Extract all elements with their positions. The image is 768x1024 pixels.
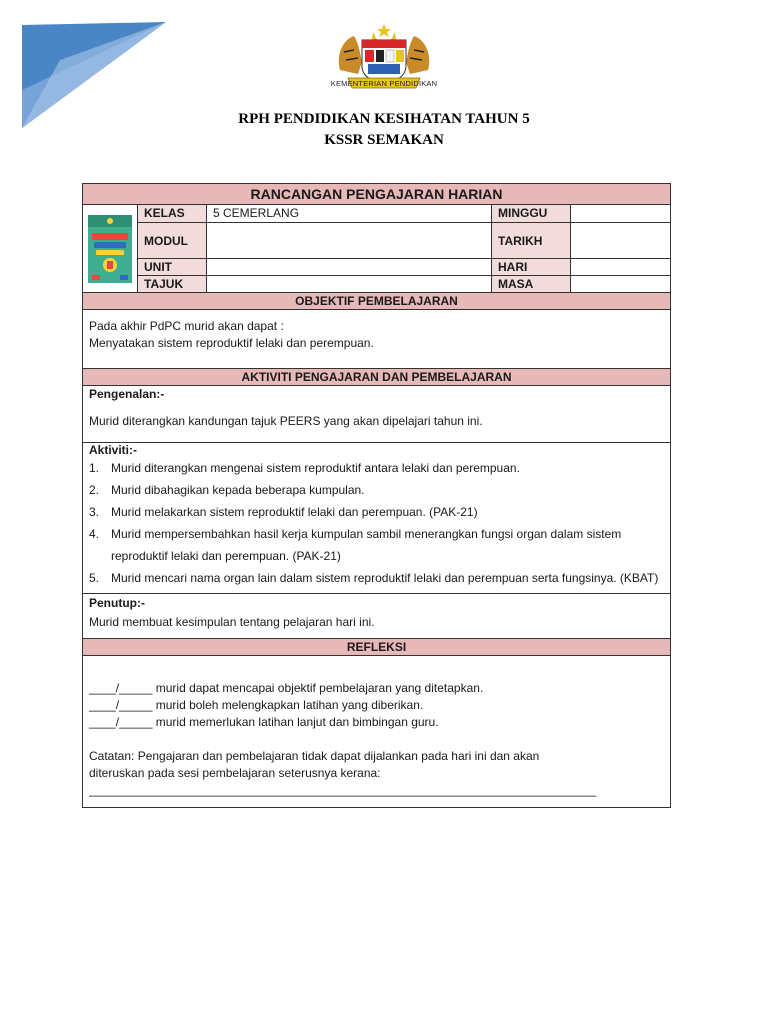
masa-label: MASA <box>492 276 571 293</box>
kelas-value: 5 CEMERLANG <box>207 205 492 223</box>
catatan-line-2: diteruskan pada sesi pembelajaran seterusnya kerana: <box>89 766 381 780</box>
document-title: RPH PENDIDIKAN KESIHATAN TAHUN 5 <box>238 111 530 127</box>
modul-value <box>207 223 492 259</box>
minggu-label: MINGGU <box>492 205 571 223</box>
hari-label: HARI <box>492 259 571 276</box>
objektif-content <box>83 310 671 369</box>
modul-label: MODUL <box>138 223 207 259</box>
tajuk-value <box>207 276 492 293</box>
table-heading: RANCANGAN PENGAJARAN HARIAN <box>83 184 671 205</box>
kelas-label: KELAS <box>138 205 207 223</box>
list-item: 1. Murid diterangkan mengenai sistem reproduktif antara lelaki dan perempuan. <box>89 461 520 475</box>
aktiviti-heading: AKTIVITI PENGAJARAN DAN PEMBELAJARAN <box>83 369 671 386</box>
objektif-intro: Pada akhir PdPC murid akan dapat : <box>89 319 284 333</box>
refleksi-line-3: ____/_____ murid memerlukan latihan lanjut dan bimbingan guru. <box>89 715 439 729</box>
pengenalan-block <box>83 386 671 443</box>
unit-label: UNIT <box>138 259 207 276</box>
masa-value <box>571 276 671 293</box>
list-item: 2. Murid dibahagikan kepada beberapa kumpulan. <box>89 483 365 497</box>
penutup-label: Penutup:- <box>89 596 145 610</box>
pengenalan-label: Pengenalan:- <box>89 387 165 401</box>
tarikh-value <box>571 223 671 259</box>
tajuk-label: TAJUK <box>138 276 207 293</box>
tarikh-label: TARIKH <box>492 223 571 259</box>
list-item: 4. Murid mempersembahkan hasil kerja kumpulan sambil menerangkan fungsi organ dalam sistem reproduktif lelaki dan perempuan. (PAK-21) <box>89 527 622 563</box>
refleksi-line-2: ____/_____ murid boleh melengkapkan latihan yang diberikan. <box>89 698 424 712</box>
minggu-value <box>571 205 671 223</box>
objektif-heading: OBJEKTIF PEMBELAJARAN <box>83 293 671 310</box>
pengenalan-text: Murid diterangkan kandungan tajuk PEERS yang akan dipelajari tahun ini. <box>89 414 483 428</box>
penutup-text: Murid membuat kesimpulan tentang pelajaran hari ini. <box>89 615 375 629</box>
catatan-underline: ____________________________________________________________________________ <box>89 783 597 797</box>
textbook-cover-image <box>88 215 132 283</box>
hari-value <box>571 259 671 276</box>
aktiviti-list <box>89 457 664 589</box>
unit-value <box>207 259 492 276</box>
catatan-line-1: Catatan: Pengajaran dan pembelajaran tidak dapat dijalankan pada hari ini dan akan <box>89 749 540 763</box>
list-item: 3. Murid melakarkan sistem reproduktif lelaki dan perempuan. (PAK-21) <box>89 505 478 519</box>
refleksi-line-1: ____/_____ murid dapat mencapai objektif pembelajaran yang ditetapkan. <box>89 681 484 695</box>
ministry-name: KEMENTERIAN PENDIDIKAN <box>330 79 438 88</box>
document-subtitle: KSSR SEMAKAN <box>324 132 444 148</box>
lesson-plan-table <box>82 183 671 808</box>
book-cover-cell <box>83 205 138 293</box>
list-item: 5. Murid mencari nama organ lain dalam sistem reproduktif lelaki dan perempuan serta fungsinya. (KBAT) <box>89 571 659 585</box>
objektif-statement: Menyatakan sistem reproduktif lelaki dan perempuan. <box>89 336 374 350</box>
aktiviti-label: Aktiviti:- <box>89 443 137 457</box>
refleksi-heading: REFLEKSI <box>83 639 671 656</box>
refleksi-block <box>83 656 671 808</box>
aktiviti-block <box>83 443 671 594</box>
penutup-block <box>83 594 671 639</box>
